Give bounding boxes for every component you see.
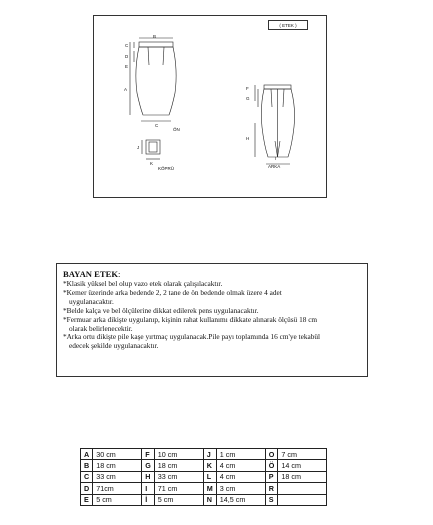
measure-value: 4 cm xyxy=(216,460,265,471)
measurement-table xyxy=(80,448,327,506)
specification-box xyxy=(56,263,368,377)
table-row xyxy=(81,483,327,494)
spec-title-text: BAYAN ETEK xyxy=(63,269,119,279)
dim-letter-G: G xyxy=(246,96,250,101)
dim-letter-A: A xyxy=(124,87,128,92)
measure-key: H xyxy=(142,471,155,482)
spec-line: *Belde kalça ve bel ölçülerine dikkat edilerek pens uygulanacaktır. xyxy=(63,305,259,315)
spec-line: uygulanacaktır. xyxy=(69,296,114,306)
dim-letter-F: F xyxy=(246,86,249,91)
dim-letter-B: B xyxy=(153,34,157,39)
measure-key: M xyxy=(203,483,216,494)
measure-value: 5 cm xyxy=(93,494,142,505)
garment-tag-label: ( ETEK ) xyxy=(279,22,297,28)
front-skirt-drawing xyxy=(130,38,176,121)
measure-key: S xyxy=(265,494,278,505)
measure-key: L xyxy=(203,471,216,482)
table-row xyxy=(81,494,327,505)
measure-value: 71cm xyxy=(93,483,142,494)
belt-label: KÖPRÜ xyxy=(158,166,175,171)
dim-letter-I: I xyxy=(275,156,277,161)
measure-key: İ xyxy=(142,494,155,505)
front-label: ÖN xyxy=(173,127,180,132)
measure-value: 4 cm xyxy=(216,471,265,482)
measure-key: N xyxy=(203,494,216,505)
measure-value: 3 cm xyxy=(216,483,265,494)
dim-letter-E: E xyxy=(125,64,129,69)
measure-value: 10 cm xyxy=(154,449,203,460)
spec-line: edecek şekilde uygulanacaktır. xyxy=(69,341,159,351)
spec-line: olarak belirlenecektir. xyxy=(69,323,133,333)
dim-letter-K: K xyxy=(150,161,154,166)
measure-value: 14,5 cm xyxy=(216,494,265,505)
measure-key: R xyxy=(265,483,278,494)
measure-value: 33 cm xyxy=(93,471,142,482)
belt-loop-drawing xyxy=(142,140,160,159)
dim-letter-J: J xyxy=(137,145,140,150)
measure-key: O xyxy=(265,449,278,460)
measure-key: G xyxy=(142,460,155,471)
measure-value: 18 cm xyxy=(93,460,142,471)
measure-value: 30 cm xyxy=(93,449,142,460)
dim-letter-C: C xyxy=(125,43,129,48)
measure-value xyxy=(278,494,327,505)
measure-key: E xyxy=(81,494,93,505)
measure-key: D xyxy=(81,483,93,494)
measure-value: 7 cm xyxy=(278,449,327,460)
back-label: ARKA xyxy=(268,164,281,169)
spec-title-colon: : xyxy=(118,269,121,279)
measure-value: 18 cm xyxy=(278,471,327,482)
measure-key: F xyxy=(142,449,155,460)
dim-letter-C-bottom: C xyxy=(155,123,159,128)
measure-value: 14 cm xyxy=(278,460,327,471)
spec-line: *Arka ortu dikişte pile kaşe yırtmaç uygulanacak.Pile payı toplamında 16 cm'ye tekabül xyxy=(63,332,321,342)
measure-value: 18 cm xyxy=(154,460,203,471)
measure-key: A xyxy=(81,449,93,460)
measure-key: P xyxy=(265,471,278,482)
table-row xyxy=(81,471,327,482)
measure-key: B xyxy=(81,460,93,471)
measure-value: 5 cm xyxy=(154,494,203,505)
table-row xyxy=(81,460,327,471)
measure-key: I xyxy=(142,483,155,494)
measure-key: Ö xyxy=(265,460,278,471)
dim-letter-D: D xyxy=(125,54,129,59)
dim-letter-H: H xyxy=(246,136,250,141)
measure-key: C xyxy=(81,471,93,482)
back-skirt-drawing xyxy=(255,85,295,164)
measure-value: 33 cm xyxy=(154,471,203,482)
spec-line: *Klasik yüksel bel olup vazo etek olarak çalışılacaktır. xyxy=(63,279,223,288)
measure-value: 1 cm xyxy=(216,449,265,460)
measure-key: K xyxy=(203,460,216,471)
measure-value xyxy=(278,483,327,494)
spec-line: *Fermuar arka dikişte uygulanıp, kişinin rahat kullanımı dikkate alınarak ölçüsü 18 cm xyxy=(63,314,318,324)
measure-value: 71 cm xyxy=(154,483,203,494)
measure-key: J xyxy=(203,449,216,460)
spec-line: *Kemer üzerinde arka bedende 2, 2 tane de ön bedende olmak üzere 4 adet xyxy=(63,287,282,297)
table-row xyxy=(81,449,327,460)
